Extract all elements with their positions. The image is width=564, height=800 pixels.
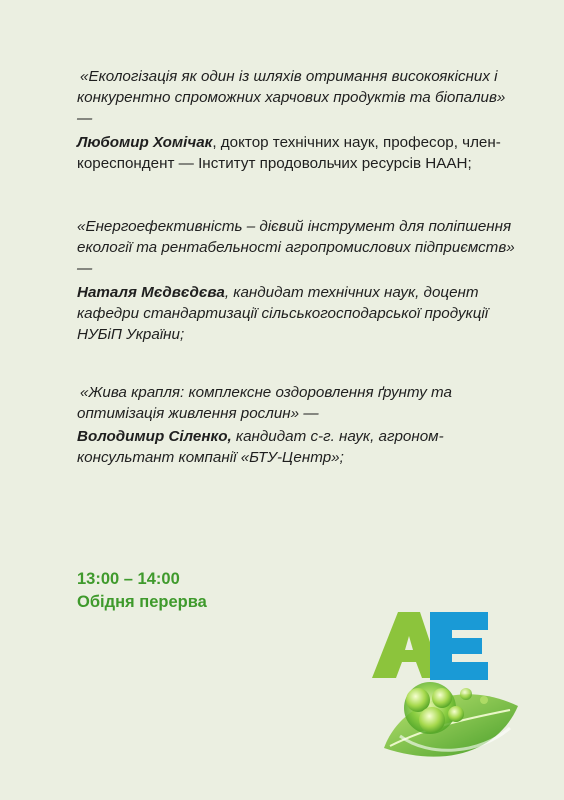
- speaker-description: , доктор технічних наук, професор, член-кореспондент — Інститут продовольчих ресурсів НААН;: [77, 134, 501, 172]
- talk-item: [77, 66, 517, 174]
- ae-logo: [360, 608, 530, 768]
- talk-item: [77, 216, 517, 345]
- break-time: 13:00 – 14:00: [77, 570, 180, 588]
- logo-letter-e: [430, 612, 488, 680]
- talk-speaker: [77, 132, 517, 174]
- speaker-name: Наталя Мєдвєдєва: [77, 284, 225, 301]
- talk-speaker: [77, 426, 517, 468]
- talk-title: «Енергоефективність – дієвий інструмент для поліпшення екології та рентабельності агропромислових підприємств» —: [77, 218, 515, 277]
- talk-item: [77, 382, 517, 468]
- talk-title: «Екологізація як один із шляхів отримання високоякісних і конкурентно спроможних харчових продуктів та біопалив» —: [77, 68, 506, 127]
- speaker-description: кандидат с-г. наук, агроном-консультант компанії «БТУ-Центр»;: [77, 428, 444, 466]
- talk-title: «Жива крапля: комплексне оздоровлення ґрунту та оптимізація живлення рослин» —: [77, 384, 452, 422]
- speaker-name: Любомир Хомічак: [77, 134, 213, 151]
- break-label: Обідня перерва: [77, 593, 207, 611]
- talk-speaker: [77, 282, 517, 345]
- speaker-description: , кандидат технічних наук, доцент кафедри стандартизації сільськогосподарської продукції НУБіП України;: [77, 284, 489, 343]
- lunch-break: [77, 568, 207, 614]
- speaker-name: Володимир Сіленко,: [77, 428, 232, 445]
